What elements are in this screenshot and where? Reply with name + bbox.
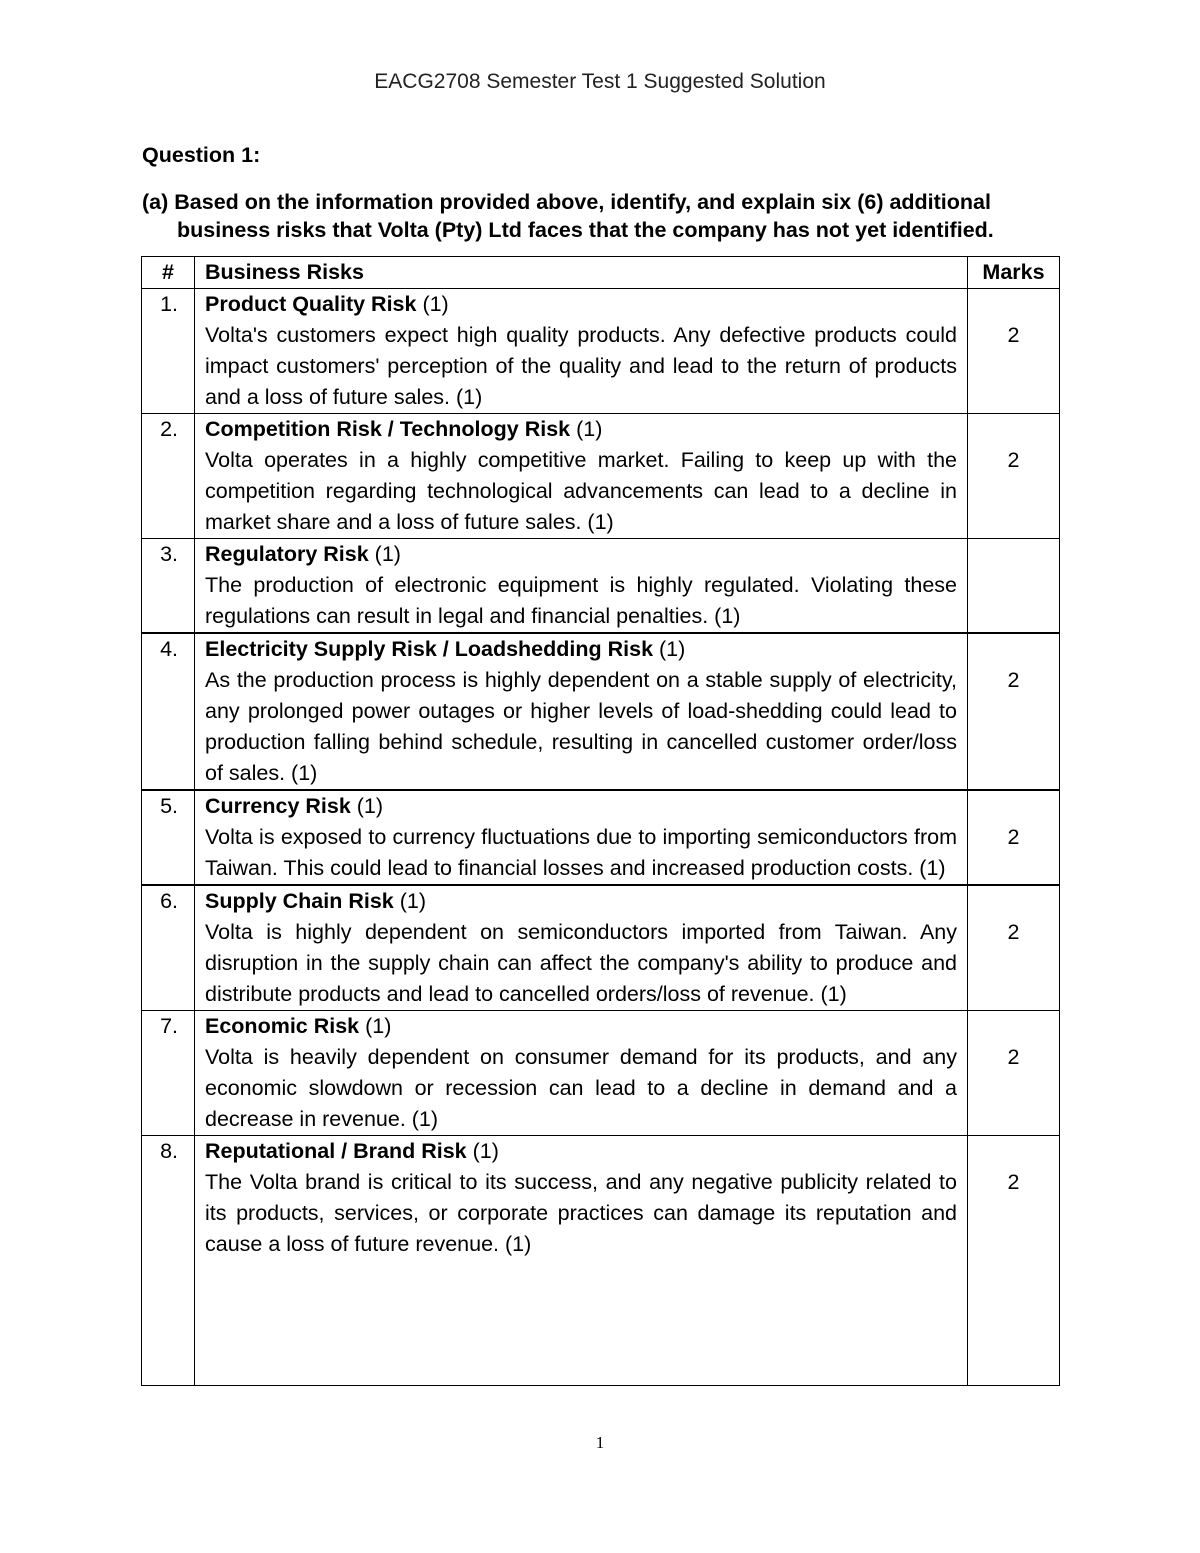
row-number: 4. <box>142 633 195 790</box>
risk-cell <box>195 790 968 885</box>
business-risks-table <box>141 256 1060 1386</box>
row-number: 8. <box>142 1136 195 1386</box>
question-text-line1: Based on the information provided above, identify, and explain six (6) additional <box>174 190 991 214</box>
risk-name-mark: (1) <box>416 292 449 316</box>
risk-name-mark: (1) <box>653 637 686 661</box>
risk-name-mark: (1) <box>466 1139 499 1163</box>
risk-description: Volta is highly dependent on semiconductors imported from Taiwan. Any disruption in the supply chain can affect the company's ability to produce and distribute products and lead to cancelled orders/loss of revenue. (1) <box>205 920 957 1006</box>
risk-description: Volta is exposed to currency fluctuations due to importing semiconductors from Taiwan. This could lead to financial losses and increased production costs. (1) <box>205 825 957 880</box>
risk-name-mark: (1) <box>350 794 384 818</box>
question-title: Question 1: <box>142 143 261 167</box>
page-number: 1 <box>595 1433 605 1452</box>
risk-cell <box>195 414 968 539</box>
risk-name: Reputational / Brand Risk <box>205 1139 467 1163</box>
question-text <box>142 188 1062 244</box>
risk-name-mark: (1) <box>359 1014 392 1038</box>
risk-name: Economic Risk <box>205 1014 360 1038</box>
table-row <box>142 790 1060 885</box>
risk-name: Electricity Supply Risk / Loadshedding Risk <box>205 637 654 661</box>
risk-name-mark: (1) <box>570 417 603 441</box>
row-number: 3. <box>142 539 195 634</box>
risk-cell <box>195 539 968 634</box>
risk-name-mark: (1) <box>393 889 427 913</box>
header-marks: Marks <box>968 257 1060 289</box>
row-marks: 2 <box>968 885 1060 1011</box>
row-marks <box>968 539 1060 634</box>
question-text-line2: business risks that Volta (Pty) Ltd faces that the company has not yet identified. <box>177 218 994 242</box>
row-marks: 2 <box>968 289 1060 414</box>
risk-description: The production of electronic equipment is highly regulated. Violating these regulations can result in legal and financial penalties. (1) <box>205 573 957 628</box>
risk-cell <box>195 1011 968 1136</box>
table-row <box>142 539 1060 634</box>
table-row <box>142 1136 1060 1386</box>
risk-cell <box>195 289 968 414</box>
risk-description: Volta operates in a highly competitive market. Failing to keep up with the competition regarding technological advancements can lead to a decline in market share and a loss of future sales. (1) <box>205 448 957 534</box>
row-number: 6. <box>142 885 195 1011</box>
row-marks: 2 <box>968 1011 1060 1136</box>
risk-description: As the production process is highly dependent on a stable supply of electricity, any prolonged power outages or higher levels of load-shedding could lead to production falling behind schedule, resulting in cancelled customer order/loss of sales. (1) <box>205 668 957 785</box>
header-number: # <box>142 257 195 289</box>
page-header: EACG2708 Semester Test 1 Suggested Solution <box>374 70 826 93</box>
risk-name: Currency Risk <box>205 794 351 818</box>
row-number: 7. <box>142 1011 195 1136</box>
risk-name-mark: (1) <box>368 542 401 566</box>
risk-cell <box>195 885 968 1011</box>
risk-description: The Volta brand is critical to its success, and any negative publicity related to its products, services, or corporate practices can damage its reputation and cause a loss of future revenue. (1) <box>205 1170 957 1256</box>
risk-description: Volta's customers expect high quality products. Any defective products could impact customers' perception of the quality and lead to the return of products and a loss of future sales. (1) <box>205 323 957 409</box>
row-marks: 2 <box>968 1136 1060 1386</box>
row-number: 1. <box>142 289 195 414</box>
row-marks: 2 <box>968 414 1060 539</box>
table-row <box>142 885 1060 1011</box>
row-number: 2. <box>142 414 195 539</box>
risk-cell <box>195 1136 968 1386</box>
row-marks: 2 <box>968 633 1060 790</box>
risk-description: Volta is heavily dependent on consumer demand for its products, and any economic slowdown or recession can lead to a decline in demand and a decrease in revenue. (1) <box>205 1045 957 1131</box>
risk-name: Regulatory Risk <box>205 542 369 566</box>
table-header-row <box>142 257 1060 289</box>
table-row <box>142 414 1060 539</box>
table-row <box>142 633 1060 790</box>
row-number: 5. <box>142 790 195 885</box>
risk-name: Product Quality Risk <box>205 292 417 316</box>
risk-name: Competition Risk / Technology Risk <box>205 417 571 441</box>
row-marks: 2 <box>968 790 1060 885</box>
risk-name: Supply Chain Risk <box>205 889 394 913</box>
header-business-risks: Business Risks <box>195 257 968 289</box>
risk-cell <box>195 633 968 790</box>
table-row <box>142 1011 1060 1136</box>
table-row <box>142 289 1060 414</box>
part-label: (a) <box>142 190 169 214</box>
